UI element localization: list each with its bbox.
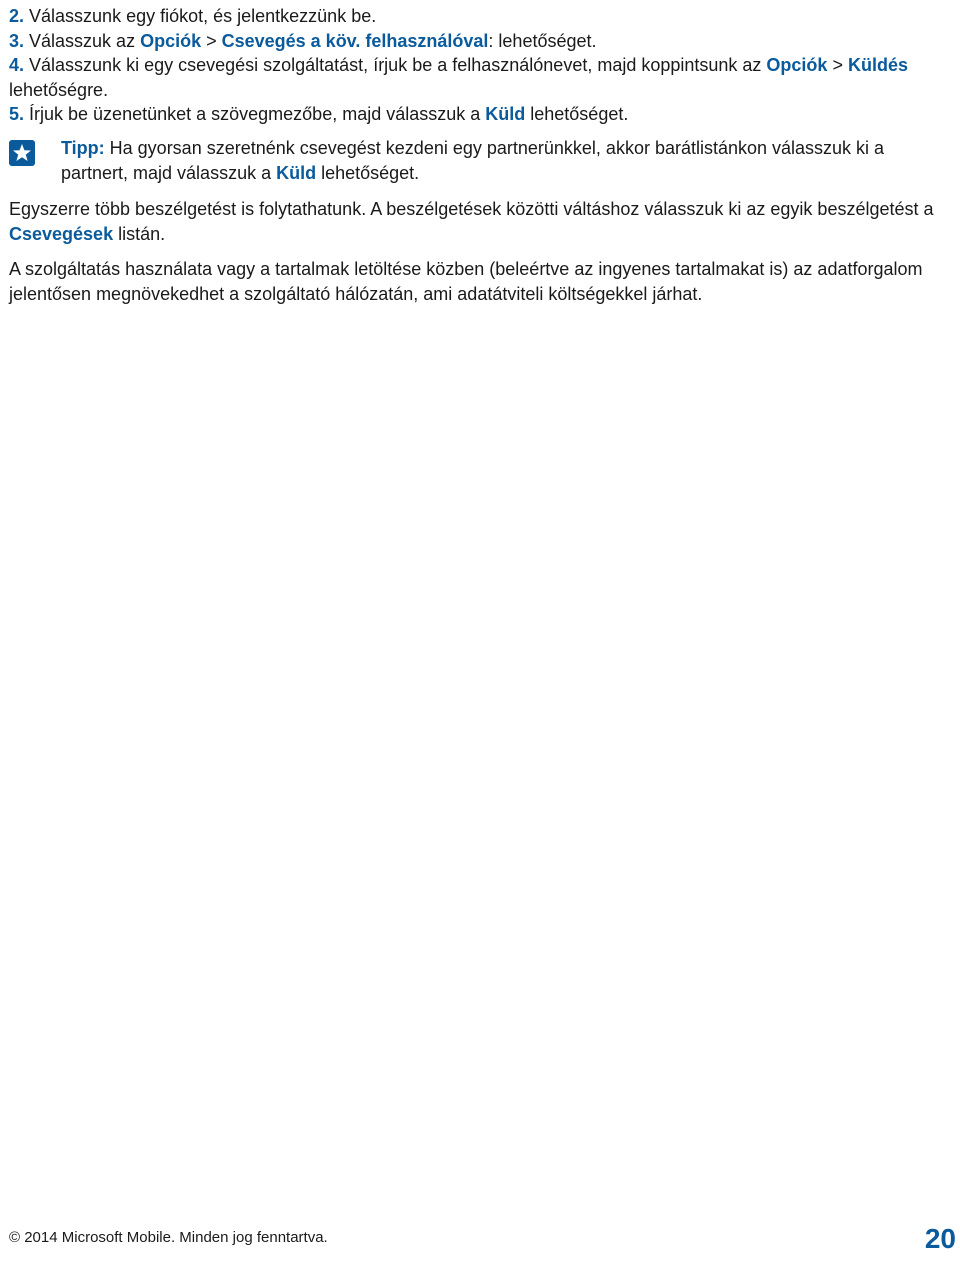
step-text: Válasszunk ki egy csevegési szolgáltatást, írjuk be a felhasználónevet, majd koppintsunk az <box>24 55 767 75</box>
step-text: Írjuk be üzenetünket a szövegmezőbe, majd válasszuk a <box>24 104 486 124</box>
para1-after: listán. <box>113 223 166 244</box>
para1-before: Egyszerre több beszélgetést is folytathatunk. A beszélgetések közötti váltáshoz válasszuk ki az egyik beszélgetést a <box>9 199 934 219</box>
star-icon <box>9 140 35 166</box>
tip-text-before: Ha gyorsan szeretnénk csevegést kezdeni egy partnerünkkel, akkor barátlistánkon válasszuk ki a partnert, majd válasszuk a <box>61 138 885 183</box>
tip-bold-term: Küld <box>276 163 317 183</box>
step-text: Válasszunk egy fiókot, és jelentkezzünk be. <box>24 6 377 26</box>
tip-text-after: lehetőséget. <box>316 163 420 183</box>
footer-copyright: © 2014 Microsoft Mobile. Minden jog fenntartva. <box>9 1229 328 1246</box>
step-item <box>9 4 949 29</box>
paragraph-data-cost-warning: A szolgáltatás használata vagy a tartalmak letöltése közben (beleértve az ingyenes tartalmakat is) az adatforgalom jelentősen megnövekedhet a szolgáltató hálózatán, ami adatátviteli költségekkel járhat. <box>9 259 923 304</box>
step-number: 3. <box>9 30 25 51</box>
step-text: lehetőséget. <box>525 104 629 124</box>
step-text: : lehetőséget. <box>488 30 597 51</box>
step-number: 5. <box>9 104 25 124</box>
step-text: > <box>201 30 222 51</box>
page-number: 20 <box>924 1223 956 1254</box>
step-text: > <box>827 55 848 75</box>
step-ui-term: Küldés <box>847 55 908 75</box>
step-ui-term: Csevegés a köv. felhasználóval <box>221 30 489 51</box>
tip-box <box>9 136 949 186</box>
step-number: 2. <box>9 6 25 26</box>
para1-bold-term: Csevegések <box>9 223 114 244</box>
paragraph-multiple-chats <box>9 197 959 246</box>
step-text: lehetőségre. <box>9 79 109 100</box>
step-number: 4. <box>9 55 25 75</box>
tip-text <box>61 136 949 186</box>
step-item <box>9 102 949 127</box>
step-ui-term: Küld <box>485 104 526 124</box>
step-item <box>9 29 949 54</box>
step-text: Válasszuk az <box>24 30 141 51</box>
step-list <box>9 4 949 127</box>
step-item <box>9 53 949 102</box>
tip-label: Tipp: <box>61 138 105 158</box>
step-ui-term: Opciók <box>140 30 202 51</box>
step-ui-term: Opciók <box>766 55 828 75</box>
